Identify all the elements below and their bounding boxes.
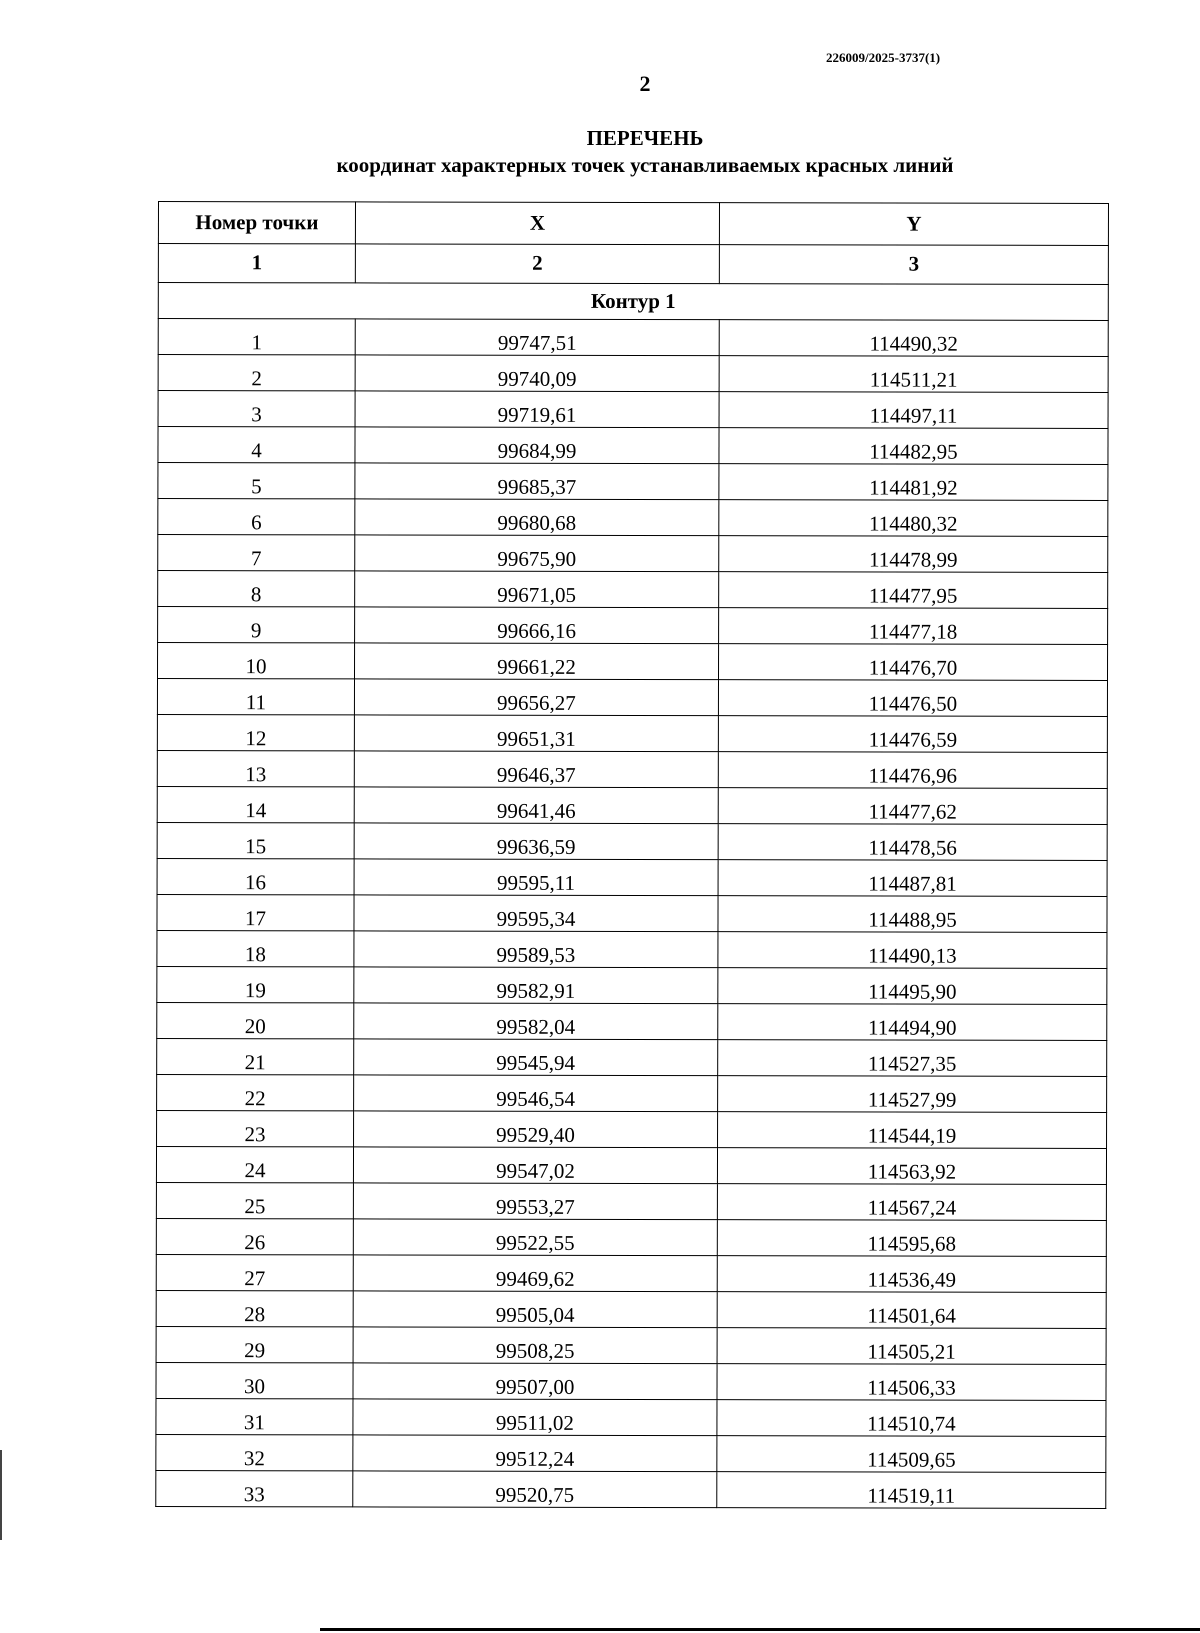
x-coordinate-cell: 99595,11 [354,859,718,896]
point-number-cell: 14 [157,786,354,822]
point-number-cell: 19 [157,966,354,1002]
y-coordinate-cell: 114477,95 [719,572,1108,609]
point-number-cell: 24 [156,1146,353,1182]
point-number-cell: 30 [156,1362,353,1398]
y-coordinate-cell: 114563,92 [717,1148,1106,1185]
contour-label: Контур 1 [158,283,1108,321]
point-number-cell: 16 [157,858,354,894]
point-number-cell: 13 [157,750,354,786]
document-subtitle: координат характерных точек устанавливаемых красных линий [336,153,954,177]
point-number-cell: 28 [156,1290,353,1326]
y-coordinate-cell: 114490,32 [719,320,1108,357]
y-coordinate-cell: 114487,81 [718,860,1107,897]
y-coordinate-cell: 114567,24 [717,1184,1106,1221]
y-coordinate-cell: 114495,90 [718,968,1107,1005]
column-number-2: 2 [355,244,719,284]
point-number-cell: 6 [158,499,355,535]
scan-edge-mark [0,1450,2,1540]
table-row [158,355,1108,393]
x-coordinate-cell: 99684,99 [355,427,719,464]
x-coordinate-cell: 99747,51 [355,319,719,356]
point-number-cell: 7 [158,535,355,571]
x-coordinate-cell: 99507,00 [353,1363,717,1400]
point-number-cell: 25 [156,1182,353,1218]
column-number-3: 3 [719,245,1108,285]
table-row [157,1110,1107,1148]
y-coordinate-cell: 114509,65 [717,1436,1106,1473]
point-number-cell: 1 [158,319,355,355]
y-coordinate-cell: 114482,95 [719,428,1108,465]
point-number-cell: 33 [156,1470,353,1506]
table-row [157,750,1107,788]
table-row [157,679,1107,717]
table-row [157,786,1107,824]
x-coordinate-cell: 99469,62 [353,1255,717,1292]
x-coordinate-cell: 99522,55 [353,1219,717,1256]
point-number-cell: 32 [156,1434,353,1470]
y-coordinate-cell: 114544,19 [718,1112,1107,1149]
x-coordinate-cell: 99529,40 [354,1111,718,1148]
x-coordinate-cell: 99671,05 [355,571,719,608]
x-coordinate-cell: 99545,94 [354,1039,718,1076]
x-coordinate-cell: 99511,02 [353,1399,717,1436]
table-row [156,1146,1106,1184]
x-coordinate-cell: 99582,04 [354,1003,718,1040]
x-coordinate-cell: 99740,09 [355,355,719,392]
page-number: 2 [639,71,651,96]
document-title: ПЕРЕЧЕНЬ [586,126,704,150]
y-coordinate-cell: 114481,92 [719,464,1108,501]
x-coordinate-cell: 99547,02 [353,1147,717,1184]
table-row [156,1470,1106,1508]
table-row [157,930,1107,968]
table-row [156,1398,1106,1436]
table-row [158,463,1108,501]
table-row [156,1362,1106,1400]
point-number-cell: 8 [158,571,355,607]
y-coordinate-cell: 114488,95 [718,896,1107,933]
point-number-cell: 15 [157,822,354,858]
y-coordinate-cell: 114490,13 [718,932,1107,969]
table-row [157,714,1107,752]
y-coordinate-cell: 114527,35 [718,1040,1107,1077]
x-coordinate-cell: 99582,91 [354,967,718,1004]
table-row [157,894,1107,932]
point-number-cell: 17 [157,894,354,930]
point-number-cell: 5 [158,463,355,499]
header-row [158,202,1108,246]
x-coordinate-cell: 99685,37 [355,463,719,500]
point-number-cell: 29 [156,1326,353,1362]
x-coordinate-cell: 99636,59 [354,823,718,860]
document-id: 226009/2025-3737(1) [826,50,941,65]
table-row [158,535,1108,573]
y-coordinate-cell: 114536,49 [717,1256,1106,1293]
point-number-cell: 31 [156,1398,353,1434]
table-row [157,858,1107,896]
table-row [157,1074,1107,1112]
point-number-cell: 11 [157,679,354,715]
point-number-cell: 27 [156,1254,353,1290]
x-coordinate-cell: 99646,37 [354,751,718,788]
y-coordinate-cell: 114595,68 [717,1220,1106,1257]
y-coordinate-cell: 114510,74 [717,1400,1106,1437]
column-number-1: 1 [158,244,355,283]
table-row [156,1182,1106,1220]
table-row [156,1434,1106,1472]
y-coordinate-cell: 114494,90 [718,1004,1107,1041]
table-row [158,319,1108,357]
point-number-cell: 22 [157,1074,354,1110]
y-coordinate-cell: 114477,18 [719,608,1108,645]
x-coordinate-cell: 99675,90 [355,535,719,572]
point-number-cell: 20 [157,1002,354,1038]
x-coordinate-cell: 99505,04 [353,1291,717,1328]
table-row [157,822,1107,860]
contour-row [158,283,1108,321]
table-row [156,1326,1106,1364]
x-coordinate-cell: 99661,22 [354,643,718,680]
x-coordinate-cell: 99546,54 [354,1075,718,1112]
table-row [158,427,1108,465]
point-number-cell: 23 [157,1110,354,1146]
header-x: X [355,202,719,245]
y-coordinate-cell: 114477,62 [718,788,1107,825]
table-row [158,499,1108,537]
point-number-cell: 18 [157,930,354,966]
y-coordinate-cell: 114480,32 [719,500,1108,537]
x-coordinate-cell: 99666,16 [355,607,719,644]
scan-bottom-rule [320,1628,1200,1631]
y-coordinate-cell: 114506,33 [717,1364,1106,1401]
y-coordinate-cell: 114476,50 [718,680,1107,717]
x-coordinate-cell: 99553,27 [353,1183,717,1220]
x-coordinate-cell: 99512,24 [353,1435,717,1472]
point-number-cell: 21 [157,1038,354,1074]
x-coordinate-cell: 99680,68 [355,499,719,536]
x-coordinate-cell: 99589,53 [354,931,718,968]
table-row [158,607,1108,645]
y-coordinate-cell: 114476,96 [718,752,1107,789]
table-row [157,1002,1107,1040]
point-number-cell: 9 [158,607,355,643]
table-row [156,1254,1106,1292]
y-coordinate-cell: 114519,11 [717,1472,1106,1509]
y-coordinate-cell: 114505,21 [717,1328,1106,1365]
point-number-cell: 10 [157,643,354,679]
y-coordinate-cell: 114527,99 [718,1076,1107,1113]
table-row [158,571,1108,609]
point-number-cell: 12 [157,714,354,750]
y-coordinate-cell: 114511,21 [719,356,1108,393]
y-coordinate-cell: 114476,70 [718,644,1107,681]
y-coordinate-cell: 114478,99 [719,536,1108,573]
y-coordinate-cell: 114476,59 [718,716,1107,753]
x-coordinate-cell: 99520,75 [353,1471,717,1508]
x-coordinate-cell: 99508,25 [353,1327,717,1364]
table-row [157,1038,1107,1076]
y-coordinate-cell: 114501,64 [717,1292,1106,1329]
x-coordinate-cell: 99656,27 [354,679,718,716]
x-coordinate-cell: 99641,46 [354,787,718,824]
y-coordinate-cell: 114478,56 [718,824,1107,861]
table-row [156,1218,1106,1256]
column-number-row [158,244,1108,285]
table-row [158,391,1108,429]
coordinates-table [155,201,1109,1509]
table-body [156,319,1108,1509]
point-number-cell: 26 [156,1218,353,1254]
x-coordinate-cell: 99651,31 [354,715,718,752]
header-y: Y [719,203,1108,246]
point-number-cell: 3 [158,391,355,427]
header-point-number: Номер точки [158,202,355,244]
table-row [157,966,1107,1004]
x-coordinate-cell: 99719,61 [355,391,719,428]
point-number-cell: 4 [158,427,355,463]
point-number-cell: 2 [158,355,355,391]
table-row [157,643,1107,681]
y-coordinate-cell: 114497,11 [719,392,1108,429]
table-row [156,1290,1106,1328]
x-coordinate-cell: 99595,34 [354,895,718,932]
